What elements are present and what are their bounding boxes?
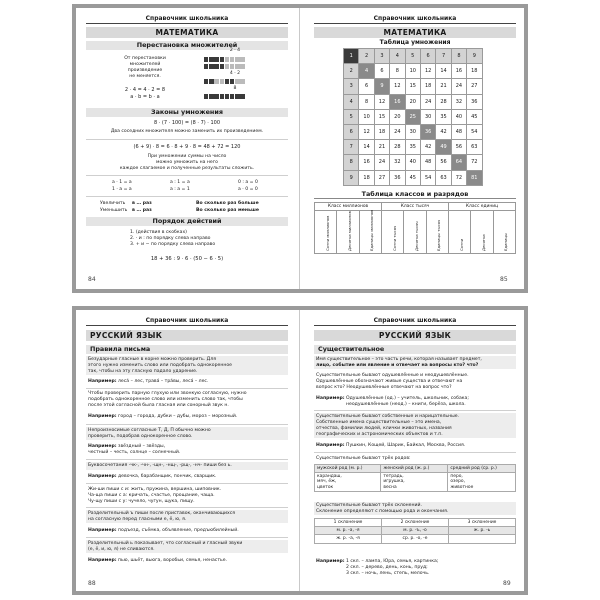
blocks-label: 8 bbox=[233, 86, 237, 91]
mult-cell: 3 bbox=[374, 49, 389, 64]
blocks-row bbox=[204, 79, 245, 84]
digit-column bbox=[382, 211, 404, 253]
rule-text: Существительные бывают собственные и нарицательные. bbox=[316, 414, 460, 419]
gender-example-line: карандаш, bbox=[317, 474, 342, 480]
gender-header: женский род (ж. р.) bbox=[381, 465, 448, 473]
section-title: Существительное bbox=[314, 345, 516, 354]
declension-header: 3 склонение bbox=[449, 519, 516, 527]
section-title: Правила письма bbox=[86, 345, 288, 354]
mult-cell: 18 bbox=[467, 64, 482, 79]
law: (6 + 9) · 8 = 6 · 8 + 9 · 8 = 48 + 72 = 120 bbox=[133, 144, 241, 150]
section-title: Порядок действий bbox=[86, 217, 288, 226]
property: 0 : a = 0 bbox=[238, 180, 258, 185]
mult-cell: 2 bbox=[344, 64, 359, 79]
mult-cell: 3 bbox=[344, 79, 359, 94]
rule-text: этого нужно изменить слово или подобрать однокоренное bbox=[88, 363, 232, 368]
property: 1 · a = a bbox=[112, 187, 132, 192]
rule-text: Склонение определяют с помощью рода и окончания. bbox=[316, 509, 449, 514]
declension-ending bbox=[449, 535, 516, 543]
example-text: 3 скл. – ночь, лень, степь, мелочь. bbox=[346, 571, 430, 576]
rule-text: Собственные имена существительные – это имена, bbox=[316, 420, 442, 425]
mult-cell: 24 bbox=[420, 94, 435, 109]
book-header: Справочник школьника bbox=[314, 316, 516, 326]
blocks-label: 4 · 2 bbox=[229, 71, 241, 76]
class-header: Класс единиц bbox=[465, 204, 499, 209]
divider bbox=[86, 388, 288, 389]
mult-cell: 7 bbox=[344, 140, 359, 155]
book-header: Справочник школьника bbox=[86, 14, 288, 24]
mult-cell: 6 bbox=[374, 64, 389, 79]
divider bbox=[86, 139, 288, 140]
blocks-label: 2 · 4 bbox=[229, 48, 241, 53]
rule-text: Существительные бывают трёх родов: bbox=[316, 456, 411, 461]
divider bbox=[86, 424, 288, 425]
example-text: подъезд, съёмка, объявление, предъюбилейный. bbox=[118, 528, 239, 533]
example-label: Например: bbox=[316, 396, 345, 401]
rule-text: Ча-ща пиши с а: кричать, счастье, прощание, чаща. bbox=[88, 493, 215, 498]
example-label: Например: bbox=[88, 379, 117, 384]
mult-cell: 56 bbox=[451, 140, 466, 155]
mult-cell: 24 bbox=[451, 79, 466, 94]
page-number: 88 bbox=[88, 580, 96, 587]
mult-cell: 24 bbox=[374, 155, 389, 170]
rule-label: Уменьшить bbox=[100, 208, 128, 213]
rule-text: Жи-ши пиши с и: жить, пружина, вершина, шиповник. bbox=[88, 487, 222, 492]
mult-cell: 10 bbox=[405, 64, 420, 79]
section-title: Таблица классов и разрядов bbox=[314, 190, 516, 199]
mult-row bbox=[344, 124, 483, 139]
book-header: Справочник школьника bbox=[86, 316, 288, 326]
gender-example bbox=[315, 473, 381, 492]
rule-label: в … раз bbox=[132, 208, 152, 213]
mult-cell: 24 bbox=[390, 124, 405, 139]
mult-cell: 72 bbox=[467, 155, 482, 170]
divider bbox=[86, 507, 288, 508]
mult-cell: 16 bbox=[390, 94, 405, 109]
rule-text: на согласную перед гласными е, ё, ю, я. bbox=[88, 517, 187, 522]
digit-label: Сотни bbox=[458, 238, 464, 251]
blocks-row bbox=[204, 94, 245, 99]
property: a · 0 = 0 bbox=[238, 187, 258, 192]
digit-label: Десятки bbox=[480, 234, 486, 251]
example-text: лесá – лес, травá – трáвы, лесá – лес. bbox=[118, 379, 209, 384]
example-label: Например: bbox=[88, 414, 117, 419]
rule-line: не меняется. bbox=[129, 74, 161, 79]
mult-cell: 27 bbox=[374, 170, 389, 185]
rule-text: Безударные гласные в корне можно проверить. Для bbox=[88, 357, 216, 362]
digit-label: Десятки миллионов bbox=[346, 211, 352, 251]
declension-header: 1 склонение bbox=[315, 519, 382, 527]
digit-label: Сотни тысяч bbox=[391, 225, 397, 251]
digit-label: Десятки тысяч bbox=[413, 221, 419, 251]
mult-row bbox=[344, 64, 483, 79]
declension-ending: ср. р. -о, -е bbox=[382, 535, 449, 543]
law-text: При умножении суммы на число bbox=[147, 154, 227, 159]
mult-cell: 9 bbox=[344, 170, 359, 185]
rule-text: Буквосочетания -чк-, -чн-, -щн-, -нщ-, -рщ-, -нч- пиши без ь. bbox=[88, 463, 232, 468]
gender-header: мужской род (м. р.) bbox=[315, 465, 381, 473]
example-text: девочка, барабанщик, пончик, сварщик. bbox=[118, 474, 217, 479]
law-text: каждое слагаемое и полученные результаты сложить. bbox=[119, 166, 255, 171]
mult-cell: 2 bbox=[359, 49, 374, 64]
example-label: Например: bbox=[88, 528, 117, 533]
divider bbox=[86, 175, 288, 176]
rule-text: географических и астрономических объектов и т.п. bbox=[316, 432, 443, 437]
mult-cell: 10 bbox=[359, 109, 374, 124]
mult-cell: 21 bbox=[374, 140, 389, 155]
gender-example-line: тетрадь, bbox=[383, 474, 404, 480]
mult-row bbox=[344, 155, 483, 170]
mult-cell: 14 bbox=[359, 140, 374, 155]
mult-cell: 8 bbox=[359, 94, 374, 109]
mult-cell: 6 bbox=[359, 79, 374, 94]
example-label: Например: bbox=[88, 474, 117, 479]
mult-cell: 6 bbox=[420, 49, 435, 64]
mult-cell: 28 bbox=[436, 94, 451, 109]
mult-cell: 4 bbox=[359, 64, 374, 79]
law: 8 · (7 · 100) = (8 · 7) · 100 bbox=[153, 120, 221, 126]
example-text: город – города, дубки – дубы, мороз – морозный. bbox=[118, 414, 238, 419]
rule-text: отчества, фамилии людей, клички животных, названия bbox=[316, 426, 452, 431]
rule-text: Имя существительное – это часть речи, которая называет предмет, bbox=[316, 357, 482, 362]
mult-cell: 30 bbox=[405, 124, 420, 139]
example-text: Одушевлённые (од.) – учитель, школьник, собака; bbox=[346, 396, 469, 401]
gender-example-line: весна bbox=[383, 484, 397, 490]
mult-cell: 7 bbox=[436, 49, 451, 64]
mult-cell: 8 bbox=[390, 64, 405, 79]
digit-column bbox=[360, 211, 382, 253]
declension-ending: ж. р. -ь bbox=[449, 527, 516, 535]
mult-cell: 1 bbox=[344, 49, 359, 64]
example-text: звёздный – звёзды, bbox=[118, 444, 166, 449]
mult-cell: 4 bbox=[344, 94, 359, 109]
gender-example-line: мяч, ёж, bbox=[317, 479, 337, 485]
declension-header: 2 склонение bbox=[382, 519, 449, 527]
section-title: Перестановка множителей bbox=[86, 41, 288, 50]
subject-title: МАТЕМАТИКА bbox=[86, 27, 288, 38]
mult-cell: 63 bbox=[436, 170, 451, 185]
mult-row bbox=[344, 140, 483, 155]
gender-example-line: животное bbox=[450, 484, 474, 490]
digit-column bbox=[337, 211, 359, 253]
rule-label: Увеличить bbox=[100, 201, 126, 206]
digit-column bbox=[471, 211, 493, 253]
example-text: 2 скл. – дерево, день, конь, пруд; bbox=[346, 565, 428, 570]
multiplication-table bbox=[343, 48, 483, 186]
rule-text: лицо, событие или явление и отвечает на вопросы кто? что? bbox=[316, 363, 479, 368]
mult-cell: 40 bbox=[405, 155, 420, 170]
mult-cell: 18 bbox=[420, 79, 435, 94]
law-text: можно умножить на него bbox=[156, 160, 218, 165]
gender-example-line: цветок bbox=[317, 484, 334, 490]
example-text: честный – честь, солнце – солнечный. bbox=[88, 450, 181, 455]
mult-cell: 12 bbox=[374, 94, 389, 109]
mult-cell: 35 bbox=[436, 109, 451, 124]
mult-cell: 28 bbox=[390, 140, 405, 155]
rule-text: после этой согласной была гласная или сонорный звук н. bbox=[88, 403, 229, 408]
rule-text: Чу-щу пиши с у: чучело, чугун, щука, пищу. bbox=[88, 499, 195, 504]
digit-column bbox=[449, 211, 471, 253]
gender-example-line: игрушка, bbox=[383, 479, 405, 485]
example-label: Например: bbox=[316, 443, 345, 448]
order-example: 18 + 36 : 9 · 6 · (50 − 6 · 5) bbox=[150, 256, 224, 262]
mult-cell: 12 bbox=[420, 64, 435, 79]
example-text: Пушкин, Кощей, Шарик, Байкал, Москва, Россия. bbox=[346, 443, 466, 448]
digit-column bbox=[494, 211, 515, 253]
mult-cell: 20 bbox=[390, 109, 405, 124]
mult-cell: 54 bbox=[420, 170, 435, 185]
digit-label: Единицы bbox=[503, 232, 509, 251]
mult-row bbox=[344, 79, 483, 94]
mult-cell: 48 bbox=[451, 124, 466, 139]
declension-ending: м. р. -ъ, -о bbox=[382, 527, 449, 535]
divider bbox=[314, 410, 516, 411]
subject-title: РУССКИЙ ЯЗЫК bbox=[86, 330, 288, 341]
mult-cell: 42 bbox=[420, 140, 435, 155]
order-step: 3. + и − по порядку слева направо bbox=[130, 242, 216, 247]
divider bbox=[86, 537, 288, 538]
digit-label: Единицы миллионов bbox=[369, 209, 375, 251]
example-label: Например: bbox=[316, 559, 345, 564]
mult-cell: 40 bbox=[451, 109, 466, 124]
blocks-row bbox=[204, 57, 245, 62]
section-title: Таблица умножения bbox=[379, 39, 451, 46]
rule-text: (е, ё, и, ю, я) не сливаются. bbox=[88, 547, 155, 552]
divider bbox=[86, 459, 288, 460]
gender-example-line: перо, bbox=[450, 474, 463, 480]
page-number: 89 bbox=[503, 580, 511, 587]
order-step: 1. (действия в скобках) bbox=[130, 230, 187, 235]
rule-text: Одушевлённые обозначают живые существа и отвечают на bbox=[316, 379, 463, 384]
mult-cell: 36 bbox=[420, 124, 435, 139]
mult-cell: 48 bbox=[420, 155, 435, 170]
property: a : 1 = a bbox=[170, 180, 190, 185]
mult-cell: 9 bbox=[374, 79, 389, 94]
page-number: 84 bbox=[88, 276, 96, 283]
digit-column bbox=[427, 211, 449, 253]
book-header: Справочник школьника bbox=[314, 14, 516, 24]
digit-label: Единицы тысяч bbox=[436, 219, 442, 251]
mult-cell: 30 bbox=[420, 109, 435, 124]
mult-cell: 8 bbox=[451, 49, 466, 64]
mult-cell: 64 bbox=[451, 155, 466, 170]
mult-cell: 12 bbox=[359, 124, 374, 139]
mult-cell: 45 bbox=[467, 109, 482, 124]
mult-cell: 54 bbox=[467, 124, 482, 139]
subject-title: МАТЕМАТИКА bbox=[314, 27, 516, 38]
rule-label: в … раз bbox=[132, 201, 152, 206]
subject-title: РУССКИЙ ЯЗЫК bbox=[314, 330, 516, 341]
mult-cell: 15 bbox=[405, 79, 420, 94]
mult-cell: 72 bbox=[451, 170, 466, 185]
property: a : a = 1 bbox=[170, 187, 190, 192]
rule-label: Во сколько раз больше bbox=[196, 201, 259, 206]
mult-row bbox=[344, 49, 483, 64]
digit-column bbox=[315, 211, 337, 253]
section-title: Законы умножения bbox=[86, 108, 288, 117]
mult-cell: 49 bbox=[436, 140, 451, 155]
classes-table bbox=[314, 202, 516, 254]
mult-cell: 56 bbox=[436, 155, 451, 170]
divider bbox=[86, 196, 288, 197]
example-label: Например: bbox=[88, 558, 117, 563]
rule-text: Разделительный ъ пиши после приставок, оканчивающихся bbox=[88, 511, 236, 516]
formula: a · b = b · a bbox=[130, 94, 160, 100]
mult-cell: 18 bbox=[359, 170, 374, 185]
declensions-table bbox=[314, 518, 516, 544]
gender-example-line: озеро, bbox=[450, 479, 465, 485]
class-header: Класс миллионов bbox=[315, 203, 382, 210]
mult-cell: 35 bbox=[405, 140, 420, 155]
rule-line: От перестановки bbox=[124, 56, 166, 61]
mult-cell: 12 bbox=[390, 79, 405, 94]
page-number: 85 bbox=[500, 276, 508, 283]
mult-cell: 5 bbox=[344, 109, 359, 124]
mult-cell: 36 bbox=[467, 94, 482, 109]
mult-cell: 18 bbox=[374, 124, 389, 139]
law-text: Два соседних множителя можно заменить их произведением. bbox=[110, 129, 264, 134]
rule-text: Существительные бывают одушевлённые и неодушевлённые. bbox=[316, 373, 469, 378]
mult-cell: 32 bbox=[390, 155, 405, 170]
mult-cell: 6 bbox=[344, 124, 359, 139]
mult-cell: 42 bbox=[436, 124, 451, 139]
rule-line: множителей bbox=[129, 62, 161, 67]
class-header: Класс тысяч bbox=[382, 203, 449, 210]
gender-example bbox=[448, 473, 516, 492]
digit-column bbox=[404, 211, 426, 253]
declension-ending: м. р. -а, -я bbox=[315, 527, 382, 535]
order-step: 2. · и : по порядку слева направо bbox=[130, 236, 211, 241]
mult-cell: 8 bbox=[344, 155, 359, 170]
declension-ending: ж. р. -а, -я bbox=[315, 535, 382, 543]
mult-cell: 9 bbox=[467, 49, 482, 64]
mult-cell: 5 bbox=[405, 49, 420, 64]
mult-row bbox=[344, 170, 483, 185]
rule-text: Непроизносимые согласные Т, Д, П обычно можно bbox=[88, 428, 211, 433]
rule-text: Чтобы проверить парную глухую или звонкую согласную, нужно bbox=[88, 391, 247, 396]
mult-cell: 27 bbox=[467, 79, 482, 94]
rule-text: так, чтобы на эту гласную падало ударение. bbox=[88, 369, 198, 374]
example-text: 1 скл. – лампа, Юра, семья, картинка; bbox=[346, 559, 439, 564]
example-text: неодушевлённые (неод.) – книги, берёза, школа. bbox=[346, 402, 466, 407]
mult-row bbox=[344, 109, 483, 124]
rule-text: Существительные бывают трёх склонений. bbox=[316, 503, 422, 508]
property: a · 1 = a bbox=[112, 180, 132, 185]
gender-header: средний род (ср. р.) bbox=[448, 465, 516, 473]
mult-cell: 32 bbox=[451, 94, 466, 109]
example: 2 · 4 = 4 · 2 = 8 bbox=[124, 87, 166, 93]
mult-cell: 16 bbox=[359, 155, 374, 170]
example-text: пью, шьёт, вьюга, воробьи, семья, ненастье. bbox=[118, 558, 228, 563]
example-label: Например: bbox=[88, 444, 117, 449]
rule-text: Разделительный ь показывает, что согласный и гласный звуки bbox=[88, 541, 243, 546]
mult-cell: 25 bbox=[405, 109, 420, 124]
mult-cell: 4 bbox=[390, 49, 405, 64]
mult-cell: 20 bbox=[405, 94, 420, 109]
mult-cell: 36 bbox=[390, 170, 405, 185]
mult-cell: 15 bbox=[374, 109, 389, 124]
mult-cell: 16 bbox=[451, 64, 466, 79]
mult-cell: 81 bbox=[467, 170, 482, 185]
blocks-row bbox=[204, 64, 245, 69]
gender-example bbox=[381, 473, 448, 492]
rule-line: произведение bbox=[127, 68, 163, 73]
mult-cell: 45 bbox=[405, 170, 420, 185]
mult-cell: 14 bbox=[436, 64, 451, 79]
rule-text: вопрос кто? Неодушевлённые отвечают на вопрос что? bbox=[316, 385, 452, 390]
divider bbox=[314, 452, 516, 453]
rule-text: подобрать однокоренное слово или изменить слово так, чтобы bbox=[88, 397, 243, 402]
mult-row bbox=[344, 94, 483, 109]
rule-label: Во сколько раз меньше bbox=[196, 208, 259, 213]
divider bbox=[86, 483, 288, 484]
mult-cell: 21 bbox=[436, 79, 451, 94]
digit-label: Сотни миллионов bbox=[324, 215, 330, 251]
genders-table bbox=[314, 464, 516, 492]
mult-cell: 63 bbox=[467, 140, 482, 155]
rule-text: проверить, подобрав однокоренное слово. bbox=[88, 434, 193, 439]
